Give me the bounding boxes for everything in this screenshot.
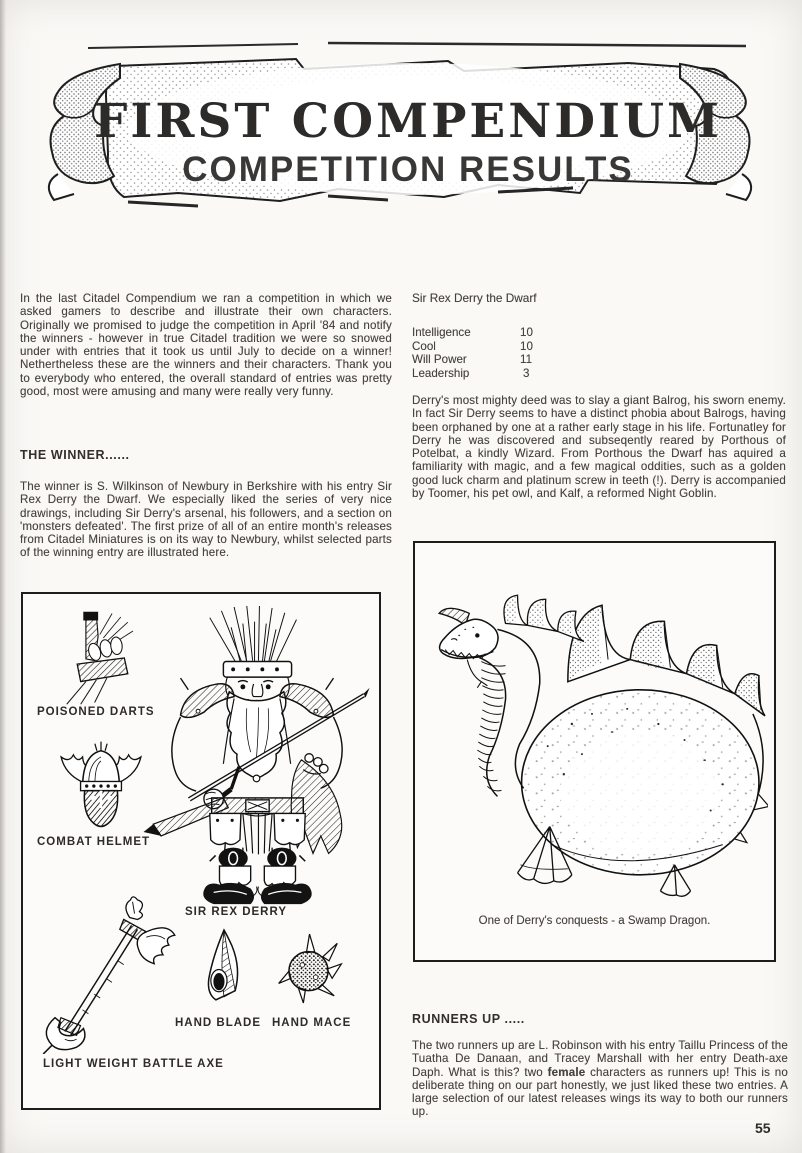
winner-paragraph: The winner is S. Wilkinson of Newbury in Berkshire with his entry Sir Rex Derry the Dwarf. We especially liked the series of very nice drawings, including Sir Derry's arsenal, his followers, and a section on 'monsters defeated'. The first prize of all of an entire month's releases from Citadel Miniatures is on its way to Newbury, whilst selected parts of the winning entry are illustrated here. bbox=[20, 480, 392, 560]
stat-label: Intelligence bbox=[412, 326, 471, 339]
runners-up-heading: RUNNERS UP ..... bbox=[412, 1012, 525, 1026]
stat-value: 10 bbox=[520, 326, 533, 339]
stat-value: 11 bbox=[520, 353, 533, 367]
runners-up-bold-word: female bbox=[547, 1065, 586, 1079]
runners-up-paragraph bbox=[412, 1039, 788, 1119]
combat-helmet-icon bbox=[55, 734, 147, 832]
banner-scroll-art bbox=[28, 34, 772, 242]
swamp-dragon-illustration bbox=[421, 563, 768, 899]
stat-label: Will Power bbox=[412, 353, 467, 367]
poisoned-darts-icon bbox=[53, 610, 145, 706]
hand-blade-icon bbox=[193, 926, 255, 1012]
title-banner bbox=[28, 34, 772, 242]
stat-row bbox=[412, 340, 592, 354]
banner-subtitle: COMPETITION RESULTS bbox=[182, 150, 634, 189]
swamp-dragon-figure-box bbox=[413, 541, 776, 962]
battle-axe-icon bbox=[33, 892, 185, 1054]
stat-value: 3 bbox=[523, 366, 530, 380]
character-stats bbox=[412, 326, 592, 380]
hand-mace-label: HAND MACE bbox=[272, 1017, 352, 1029]
combat-helmet-label: COMBAT HELMET bbox=[37, 836, 151, 848]
battle-axe-label: LIGHT WEIGHT BATTLE AXE bbox=[43, 1058, 224, 1070]
stat-row bbox=[412, 367, 592, 381]
stat-row bbox=[412, 353, 592, 367]
page-number: 55 bbox=[755, 1120, 771, 1136]
figure-caption: One of Derry's conquests - a Swamp Dragon. bbox=[478, 915, 711, 927]
sir-rex-derry-illustration bbox=[135, 606, 379, 908]
winner-heading: THE WINNER...... bbox=[20, 448, 130, 462]
hand-mace-icon bbox=[275, 930, 343, 1004]
winner-entry-figure-box bbox=[21, 592, 381, 1110]
runners-up-text-before: The two runners up are L. Robinson with his entry Taillu Princess of the Tuatha De Danaan, and Tracey Marshall with her entry Death-axe Daph. What is this? two bbox=[412, 1039, 788, 1079]
poisoned-darts-label: POISONED DARTS bbox=[37, 706, 155, 718]
stat-value: 10 bbox=[520, 339, 533, 353]
character-name: Sir Rex Derry the Dwarf bbox=[412, 291, 537, 305]
hand-blade-label: HAND BLADE bbox=[175, 1017, 262, 1029]
runners-up-text-after: characters as runners up! This is no deliberate thing on our part honestly, we just liked these two entries. A large selection of our latest releases wings its way to both our runners up. bbox=[412, 1065, 789, 1119]
character-bio: Derry's most mighty deed was to slay a giant Balrog, his sworn enemy. In fact Sir Derry seems to have a distinct phobia about Balrogs, having been orphaned by one at a rather early stage in his life. Fortunatley for Derry he was discovered and subseqently reared by Porthous of Potelbat, a kindly Wizard. From Porthous the Dwarf has aquired a familiarity with magic, and a few magical oddities, such as a golden good luck charm and platinum screw in teeth (!). Derry is accompanied by Toomer, his pet owl, and Kalf, a reformed Night Goblin. bbox=[412, 394, 786, 501]
banner-title: FIRST COMPENDIUM bbox=[94, 94, 722, 149]
stat-label: Cool bbox=[412, 339, 436, 353]
intro-paragraph: In the last Citadel Compendium we ran a competition in which we asked gamers to describe and illustrate their own characters. Originally we promised to judge the competition in April '84 and notify the winners - however in true Citadel tradition we were so snowed under with entries that it took us until July to decide on a winner! Nethertheless these are the winners and their characters. Thank you to everybody who entered, the overall standard of entries was pretty good, most were amusing and many were really very funny. bbox=[20, 292, 392, 399]
stat-row bbox=[412, 326, 592, 340]
sir-rex-derry-label: SIR REX DERRY bbox=[185, 906, 288, 918]
stat-label: Leadership bbox=[412, 366, 470, 380]
